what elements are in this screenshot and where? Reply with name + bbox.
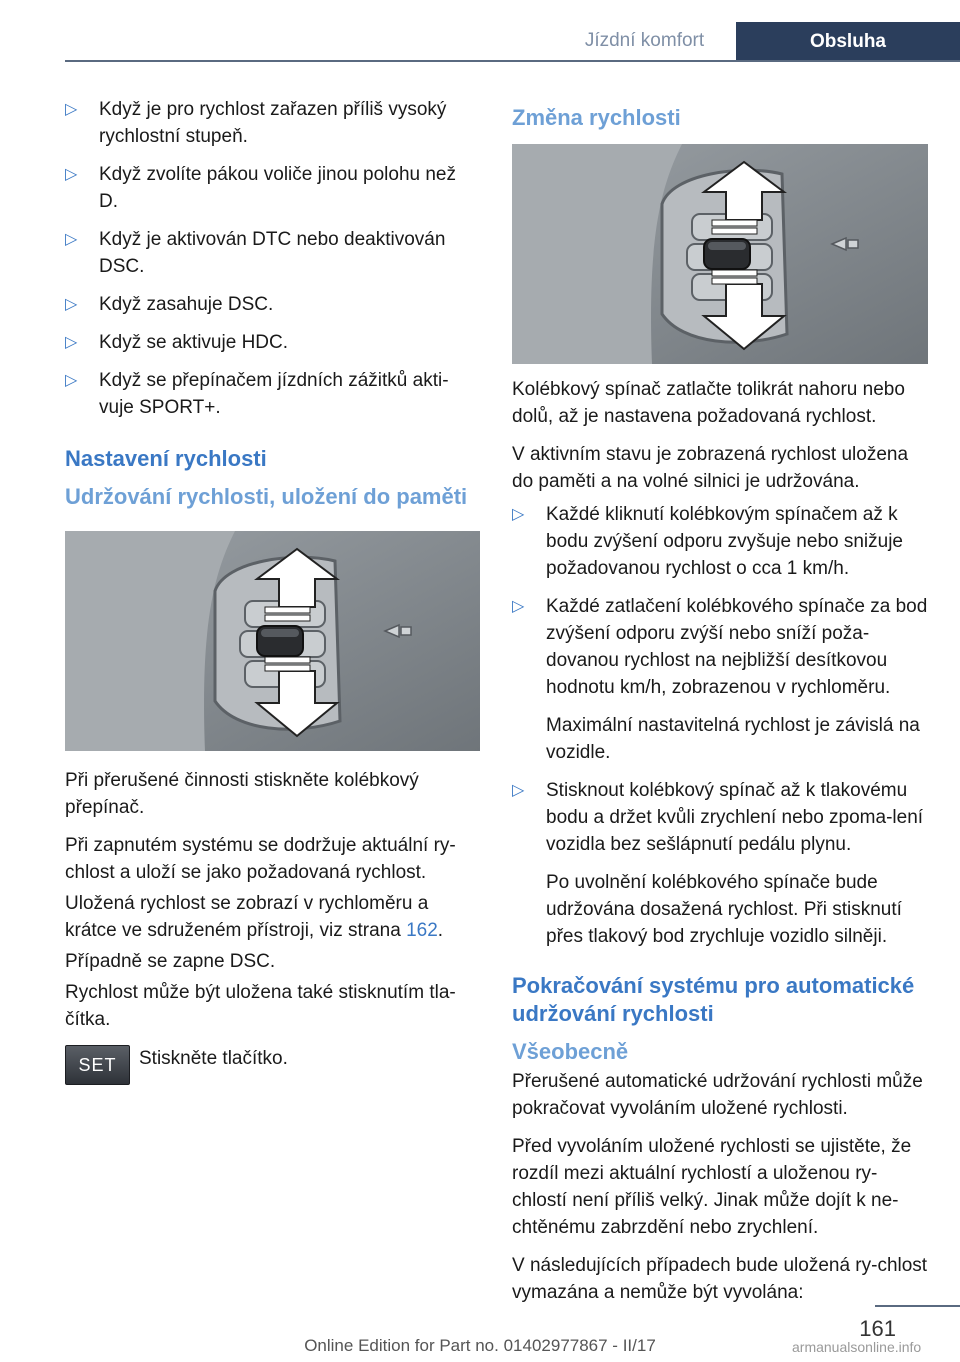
rocker-switch-illustration: [65, 531, 480, 751]
list-item: ▷ Stisknout kolébkový spínač až k tlakovému bodu a držet kvůli zrychlení nebo zpoma‐lení vozidla bez sešlápnutí pedálu plynu. Po uvolnění kolébkového spínače bude udržována dosažená rychlost. Při stisknutí přes tlakový bod zrychluje vozidlo silněji.: [512, 777, 928, 950]
list-item: ▷ Každé kliknutí kolébkovým spínačem až k bodu zvýšení odporu zvyšuje nebo snižuje požadovanou rychlost o cca 1 km/h.: [512, 501, 928, 582]
triangle-bullet-icon: ▷: [512, 782, 525, 799]
rocker-list: [512, 501, 928, 950]
conditions-list: [65, 96, 480, 421]
heading-maintain-speed: Udržování rychlosti, uložení do paměti: [65, 484, 468, 509]
footer-rule: [875, 1305, 960, 1307]
paragraph: Při zapnutém systému se dodržuje aktuální ry‐chlost a uloží se jako požadovaná rychlost.: [65, 835, 456, 883]
triangle-bullet-icon: ▷: [65, 231, 78, 248]
triangle-bullet-icon: ▷: [65, 101, 78, 118]
paragraph: Při přerušené činnosti stiskněte kolébkový přepínač.: [65, 770, 419, 818]
steering-wheel-figure: [65, 531, 480, 751]
chapter-tab: Obsluha: [736, 22, 960, 62]
heading-resume-speed: Pokračování systému pro automatické udržování rychlosti: [512, 973, 915, 1026]
triangle-bullet-icon: ▷: [65, 372, 78, 389]
left-column: [65, 96, 480, 1091]
steering-wheel-figure: [512, 144, 928, 364]
list-note: Po uvolnění kolébkového spínače bude udržována dosažená rychlost. Při stisknutí přes tlakový bod zrychluje vozidlo silněji.: [546, 872, 902, 947]
list-item: ▷ Když je aktivován DTC nebo deaktivován DSC.: [65, 226, 480, 280]
heading-change-speed: Změna rychlosti: [512, 105, 681, 130]
right-column: [512, 96, 928, 1306]
set-button-icon: SET: [65, 1045, 130, 1085]
list-item: ▷ Když zvolíte pákou voliče jinou polohu než D.: [65, 161, 480, 215]
page-header: [0, 0, 960, 62]
paragraph: V následujících případech bude uložená ry‐chlost vymazána a nemůže být vyvolána:: [512, 1255, 928, 1303]
paragraph: Před vyvoláním uložené rychlosti se ujistěte, že rozdíl mezi aktuální rychlostí a uloženou ry‐chlostí není příliš velký. Jinak může dojít k ne‐chtěnému zabrzdění nebo zrychlení.: [512, 1136, 912, 1238]
heading-general: Všeobecně: [512, 1039, 629, 1064]
triangle-bullet-icon: ▷: [65, 296, 78, 313]
page-number: 161: [859, 1316, 896, 1341]
rocker-switch-illustration: [512, 144, 928, 364]
paragraph: Uložená rychlost se zobrazí v rychloměru a krátce ve sdruženém přístroji, viz strana 162.: [65, 893, 444, 941]
list-item: ▷ Když se aktivuje HDC.: [65, 329, 480, 356]
heading-set-speed: Nastavení rychlosti: [65, 446, 267, 471]
header-rule: [65, 60, 960, 62]
list-item: ▷ Když zasahuje DSC.: [65, 291, 480, 318]
paragraph: Kolébkový spínač zatlačte tolikrát nahoru nebo dolů, až je nastavena požadovaná rychlost.: [512, 379, 905, 427]
edition-text: Online Edition for Part no. 01402977867 - II/17: [304, 1336, 656, 1355]
triangle-bullet-icon: ▷: [65, 166, 78, 183]
paragraph: V aktivním stavu je zobrazená rychlost uložena do paměti a na volné silnici je udržována.: [512, 444, 909, 492]
triangle-bullet-icon: ▷: [512, 506, 525, 523]
triangle-bullet-icon: ▷: [512, 598, 525, 615]
paragraph: Rychlost může být uložena také stisknutím tla‐čítka.: [65, 982, 456, 1030]
paragraph: Případně se zapne DSC.: [65, 951, 276, 972]
section-tab: Jízdní komfort: [584, 30, 705, 51]
list-item: ▷ Když je pro rychlost zařazen příliš vysoký rychlostní stupeň.: [65, 96, 480, 150]
list-item: ▷ Když se přepínačem jízdních zážitků akti‐vuje SPORT+.: [65, 367, 480, 421]
list-note: Maximální nastavitelná rychlost je závislá na vozidle.: [546, 715, 920, 763]
list-item: ▷ Každé zatlačení kolébkového spínače za bod zvýšení odporu zvýší nebo sníží poža‐dovanou rychlost na nejbližší desítkovou hodnotu km/h, zobrazenou v rychloměru. Maximální nastavitelná rychlost je závislá na vozidle.: [512, 593, 928, 766]
triangle-bullet-icon: ▷: [65, 334, 78, 351]
watermark: armanualsonline.info: [792, 1339, 922, 1355]
paragraph: Přerušené automatické udržování rychlosti může pokračovat vyvoláním uložené rychlosti.: [512, 1071, 923, 1119]
set-instruction: Stiskněte tlačítko.: [139, 1048, 288, 1069]
set-button-row: [65, 1045, 480, 1091]
page-link[interactable]: 162: [406, 920, 438, 941]
